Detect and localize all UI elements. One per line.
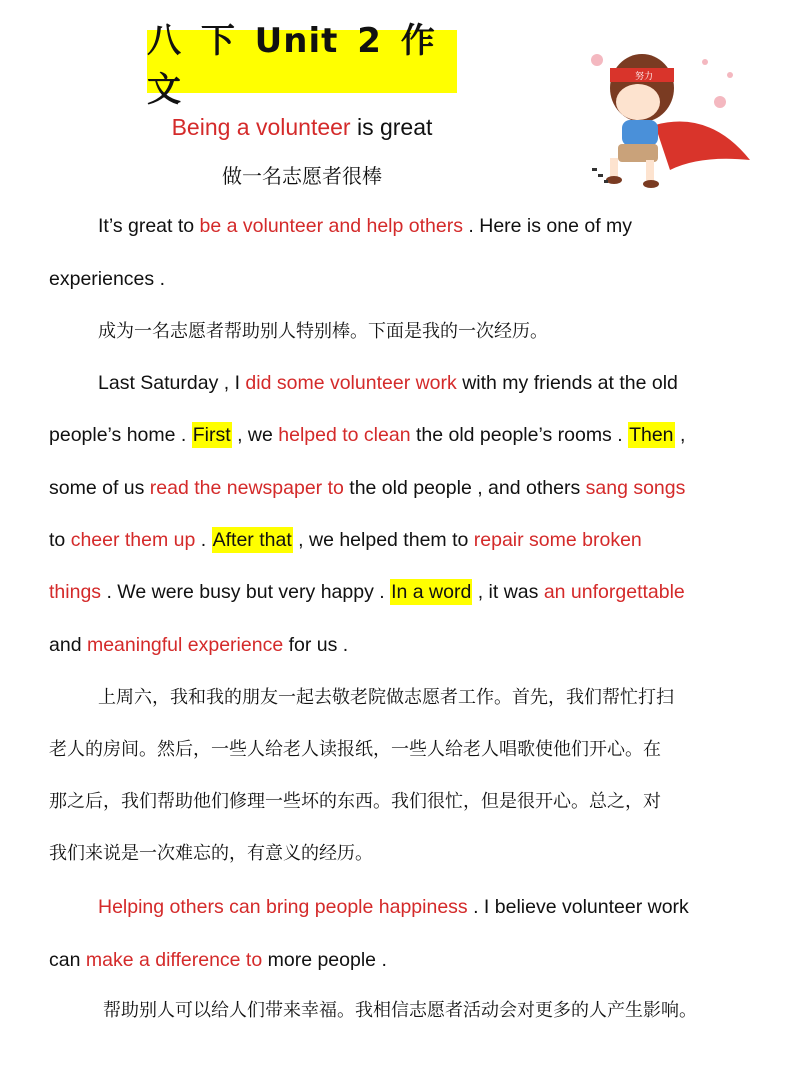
text-segment: more people .	[262, 949, 387, 971]
text-segment: 老人的房间。然后，一些人给老人读报纸，一些人给老人唱歌使他们开心。在	[49, 739, 661, 759]
essay-line	[49, 525, 642, 555]
essay-title	[0, 114, 604, 141]
key-phrase: repair some broken	[473, 529, 642, 551]
highlighted-transition: First	[192, 424, 231, 446]
title-banner	[147, 20, 457, 110]
key-phrase: did some volunteer work	[245, 372, 457, 394]
essay-line	[49, 945, 387, 975]
text-segment: experiences .	[49, 268, 165, 290]
essay-line	[49, 264, 165, 294]
text-segment: people’s home .	[49, 424, 192, 446]
key-phrase: an unforgettable	[543, 581, 685, 603]
essay-line	[49, 577, 685, 607]
chinese-translation-line	[98, 682, 674, 712]
essay-line	[49, 473, 685, 503]
text-segment: , we	[231, 424, 279, 446]
text-segment: , we helped them to	[292, 529, 474, 551]
text-segment: 那之后，我们帮助他们修理一些坏的东西。我们很忙，但是很开心。总之，对	[49, 791, 661, 811]
essay-line	[98, 368, 678, 398]
essay-title-plain: is great	[350, 114, 433, 140]
text-segment: 我们来说是一次难忘的，有意义的经历。	[49, 843, 373, 863]
text-segment: and	[49, 634, 87, 656]
key-phrase: be a volunteer and help others	[199, 215, 463, 237]
chinese-translation-line	[98, 316, 548, 346]
text-segment: the old people’s rooms .	[410, 424, 629, 446]
key-phrase: meaningful experience	[86, 634, 284, 656]
key-phrase: make a difference to	[85, 949, 263, 971]
essay-line	[98, 892, 689, 922]
key-phrase: sang songs	[585, 477, 686, 499]
text-segment: to	[49, 529, 71, 551]
chinese-translation-line	[49, 838, 373, 868]
text-segment: . Here is one of my	[462, 215, 633, 237]
text-segment: some of us	[49, 477, 150, 499]
essay-line	[98, 211, 632, 241]
text-segment: 成为一名志愿者帮助别人特别棒。下面是我的一次经历。	[98, 321, 548, 341]
text-segment: 帮助别人可以给人们带来幸福。我相信志愿者活动会对更多的人产生影响。	[103, 1000, 697, 1020]
text-segment: It’s great to	[98, 215, 200, 237]
text-segment: . We were busy but very happy .	[101, 581, 391, 603]
text-segment: for us .	[283, 634, 349, 656]
page-title: 八 下 Unit 2 作 文	[147, 20, 436, 110]
essay-line	[49, 420, 685, 450]
chinese-translation-line	[49, 734, 661, 764]
text-segment: can	[49, 949, 86, 971]
text-segment: . I believe volunteer work	[467, 896, 689, 918]
essay-title-chinese: 做一名志愿者很棒	[222, 166, 382, 188]
mascot-illustration	[580, 40, 760, 200]
text-segment: .	[195, 529, 212, 551]
key-phrase: cheer them up	[70, 529, 196, 551]
text-segment: ,	[674, 424, 686, 446]
text-segment: 上周六，我和我的朋友一起去敬老院做志愿者工作。首先，我们帮忙打扫	[98, 687, 674, 707]
text-segment: , it was	[472, 581, 544, 603]
text-segment: with my friends at the old	[456, 372, 678, 394]
text-segment: the old people , and others	[343, 477, 586, 499]
highlighted-transition: Then	[629, 424, 674, 446]
highlighted-transition: In a word	[391, 581, 472, 603]
chinese-translation-line	[49, 786, 661, 816]
headband-text: 努力	[635, 71, 654, 81]
essay-title-red: Being a volunteer	[171, 114, 351, 140]
key-phrase: things	[49, 581, 102, 603]
chinese-translation-line	[0, 995, 800, 1025]
key-phrase: read the newspaper to	[149, 477, 344, 499]
essay-line	[49, 630, 348, 660]
key-phrase: Helping others can bring people happiness	[98, 896, 468, 918]
text-segment: Last Saturday , I	[98, 372, 246, 394]
key-phrase: helped to clean	[278, 424, 411, 446]
highlighted-transition: After that	[212, 529, 292, 551]
